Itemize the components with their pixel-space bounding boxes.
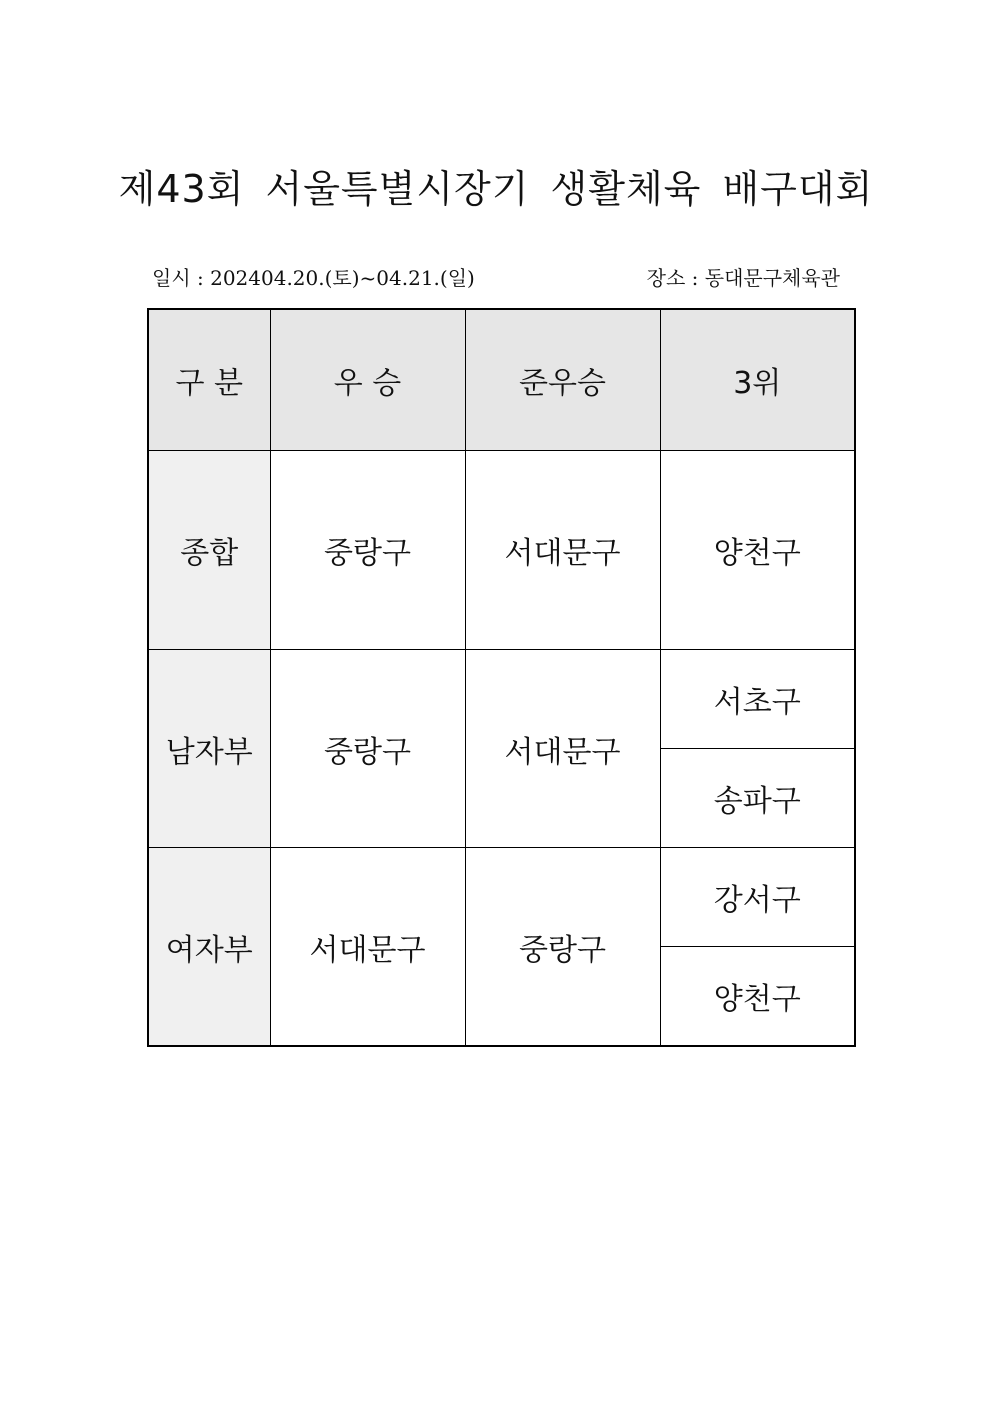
header-winner: 우 승 <box>270 309 465 451</box>
header-category: 구 분 <box>148 309 270 451</box>
header-row <box>148 309 855 451</box>
third-cell: 강서구 <box>660 848 855 947</box>
runner-up-cell: 서대문구 <box>465 451 660 650</box>
third-cell: 송파구 <box>660 749 855 848</box>
category-cell: 남자부 <box>148 650 270 848</box>
winner-cell: 중랑구 <box>270 451 465 650</box>
category-cell: 여자부 <box>148 848 270 1047</box>
event-date: 일시 : 202404.20.(토)~04.21.(일) <box>152 266 475 290</box>
runner-up-cell: 서대문구 <box>465 650 660 848</box>
results-table <box>147 308 856 1047</box>
event-venue: 장소 : 동대문구체육관 <box>646 266 840 290</box>
category-cell: 종합 <box>148 451 270 650</box>
table-row <box>148 848 855 947</box>
page-title: 제43회 서울특별시장기 생활체육 배구대회 <box>118 167 874 211</box>
table-row <box>148 650 855 749</box>
header-runner-up: 준우승 <box>465 309 660 451</box>
third-cell: 양천구 <box>660 947 855 1047</box>
third-cell: 양천구 <box>660 451 855 650</box>
runner-up-cell: 중랑구 <box>465 848 660 1047</box>
third-cell: 서초구 <box>660 650 855 749</box>
winner-cell: 중랑구 <box>270 650 465 848</box>
table-row <box>148 451 855 650</box>
header-third: 3위 <box>660 309 855 451</box>
winner-cell: 서대문구 <box>270 848 465 1047</box>
